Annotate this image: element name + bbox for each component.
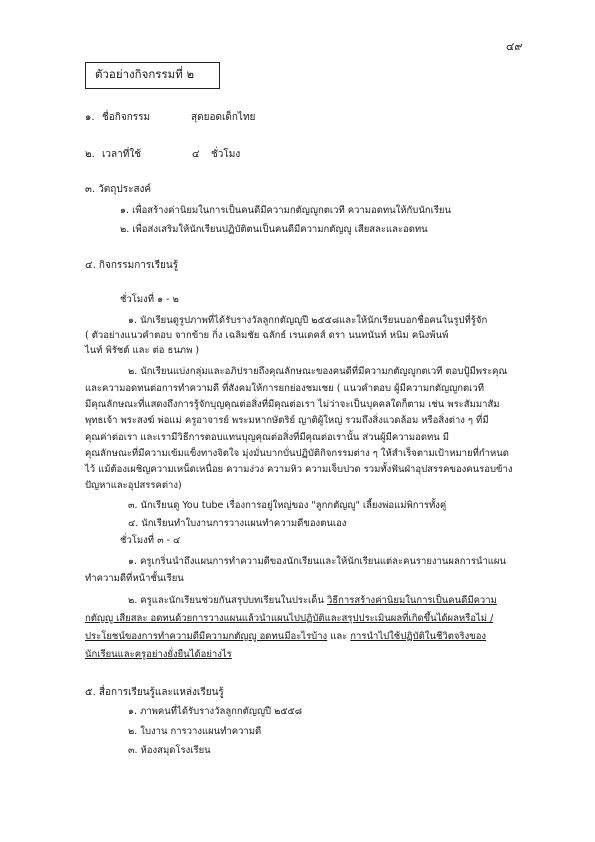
section-3-heading: ๓. วัตถุประสงค์ <box>85 184 152 195</box>
section-5-heading: ๕. สื่อการเรียนรู้และแหล่งเรียนรู้ <box>85 687 224 698</box>
objective-1: ๑. เพื่อสร้างค่านิยมในการเป็นคนดีมีความกตัญญูกตเวที ความอดทนให้กับนักเรียน <box>120 205 451 216</box>
activity-2-line-6: คุณลักษณะที่มีความเข้มแข็งทางจิตใจ มุ่งมั่นบากบั่นปฏิบัติกิจกรรมต่าง ๆ ให้สำเร็จตามเป้าหมายที่กำหนด <box>85 448 509 459</box>
activity-2-line-3: มีคุณลักษณะที่แสดงถึงการรู้จักบุญคุณต่อสิ่งที่มีคุณต่อเรา ไม่ว่าจะเป็นบุคคลใดก็ตาม เช่น พระสัมมาสัม <box>85 399 500 410</box>
resource-1: ๑. ภาพคนที่ได้รับรางวัลลูกกตัญญูปี ๒๕๕๘ <box>128 706 303 717</box>
activity-6-topic-3: การนำไปใช้ปฏิบัติในชีวิตจริงของ <box>350 631 487 642</box>
resource-3: ๓. ห้องสมุดโรงเรียน <box>128 745 211 756</box>
activity-6-line-4: นักเรียนและครูอย่างยั่งยืนได้อย่างไร <box>85 649 232 660</box>
activity-6-topic-2: ประโยชน์ของการทำความดีมีความกตัญญู อดทนมีอะไรบ้าง <box>85 631 328 642</box>
activity-1-line-1: ๑. นักเรียนดูรูปภาพที่ได้รับรางวัลลูกกตัญญูปี ๒๕๕๘และให้นักเรียนบอกชื่อคนในรูปที่รู้จัก <box>128 315 488 326</box>
section-1-number: ๑. <box>85 112 95 123</box>
activity-2-line-1: ๒. นักเรียนแบ่งกลุ่มและอภิปรายถึงคุณลักษณะของคนดีที่มีความกตัญญูกตเวที ตอบปู้มีพระคุณ <box>128 366 508 377</box>
activity-6-line-3 <box>85 632 486 642</box>
section-2-unit: ชั่วโมง <box>211 149 241 160</box>
section-1-value: สุดยอดเด็กไทย <box>191 112 256 123</box>
section-2-hours: ๔ <box>192 149 200 160</box>
activity-2-line-4: พุทธเจ้า พระสงฆ์ พ่อแม่ ครูอาจารย์ พระมหากษัตริย์ ญาติผู้ใหญ่ รวมถึงสิ่งแวดล้อม หรือสิ่งต่าง ๆ ที่มี <box>85 415 489 426</box>
section-2-label: เวลาที่ใช้ <box>102 149 142 160</box>
activity-title: ตัวอย่างกิจกรรมที่ ๒ <box>95 67 195 81</box>
activity-6-and: และ <box>327 631 351 642</box>
activity-6-line-1 <box>128 596 497 606</box>
activity-3: ๓. นักเรียนดู You tube เรื่องการอยู่ใหญ่ของ "ลูกกตัญญู" เลี้ยงพ่อแม่พิการทั้งคู่ <box>128 500 447 511</box>
objective-2: ๒. เพื่อส่งเสริมให้นักเรียนปฏิบัติตนเป็นคนดีมีความกตัญญู เสียสละและอดทน <box>120 224 428 235</box>
activity-6-intro: ๒. ครูและนักเรียนช่วยกันสรุปบทเรียนในประเด็น <box>128 595 327 606</box>
period-1-2-heading: ชั่วโมงที่ ๑ - ๒ <box>120 294 179 305</box>
activity-5-line-2: ทำความดีที่หน้าชั้นเรียน <box>85 573 184 584</box>
activity-1-line-3: ไนท์ พิรัชต์ และ ต่อ ธนภพ ) <box>85 345 200 356</box>
activity-2-line-5: คุณค่าต่อเรา และเรามีวิธีการตอบแทนบุญคุณต่อสิ่งที่มีคุณต่อเรานั้น ส่วนผู้มีความอดทน มี <box>85 432 450 443</box>
activity-4: ๔. นักเรียนทำใบงานการวางแผนทำความดีของตนเอง <box>128 518 347 529</box>
activity-2-line-8: ปัญหาและอุปสรรคต่าง) <box>85 480 182 491</box>
section-2-number: ๒. <box>85 149 95 160</box>
activity-2-line-2: และความอดทนต่อการทำความดี ที่สังคมให้การยกย่องชมเชย ( แนวคำตอบ ผู้มีความกตัญญูกตเวที <box>85 383 485 394</box>
activity-2-line-7: ไว้ แม้ต้องเผชิญความเหน็ดเหนื่อย ความง่วง ความหิว ความเจ็บปวด รวมทั้งฟันฝ่าอุปสรรคของคนรอบข้าง <box>85 464 513 475</box>
activity-5-line-1: ๑. ครูเกริ่นนำถึงแผนการทำความดีของนักเรียนและให้นักเรียนแต่ละคนรายงานผลการนำแผน <box>128 556 506 567</box>
period-3-4-heading: ชั่วโมงที่ ๓ - ๔ <box>120 535 181 546</box>
section-1-label: ชื่อกิจกรรม <box>102 112 151 123</box>
page-number: ๔๙ <box>506 40 523 53</box>
resource-2: ๒. ใบงาน การวางแผนทำความดี <box>128 726 262 737</box>
activity-6-topic-1: วิธีการสร้างค่านิยมในการเป็นคนดีมีความ <box>327 595 497 606</box>
section-4-heading: ๔. กิจกรรมการเรียนรู้ <box>85 260 179 271</box>
activity-6-line-2: กตัญญู เสียสละ อดทนด้วยการวางแผนแล้วนำแผนไปปฏิบัติและสรุปประเมินผลที่เกิดขึ้นได้ผลหรือไม่ / <box>85 613 494 624</box>
activity-1-line-2: ( ตัวอย่างแนวคำตอบ จากข้าย กิ่ง เฉลิมชัย ฉลักธ์ เรนเดคส์ ดรา นนทนันท์ หนิม คนิงพ้นพ์ <box>85 330 449 341</box>
